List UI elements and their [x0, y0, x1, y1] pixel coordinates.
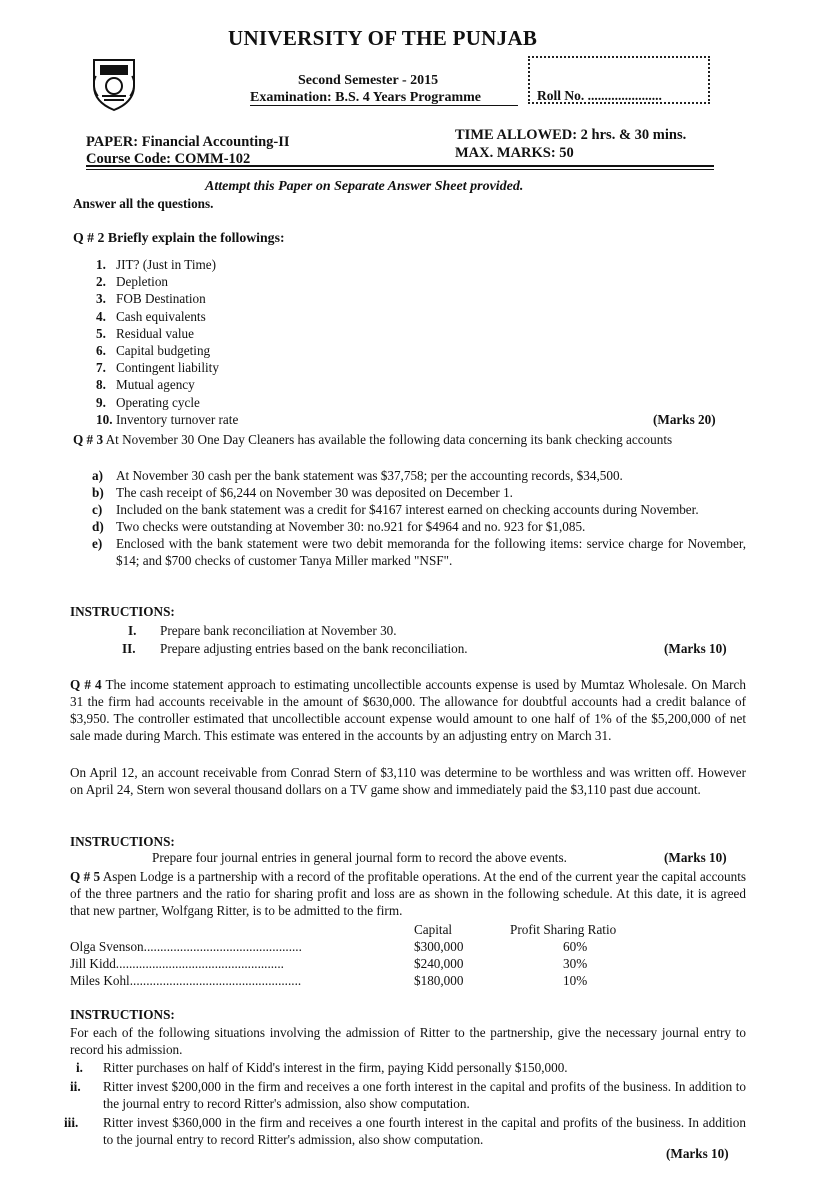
list-item: ii. Ritter invest $200,000 in the firm and receives a one forth interest in the capital and profits of the business. In addition to the journal entry to record Ritter's admission, also show computation. [70, 1079, 746, 1111]
list-item: iii. Ritter invest $360,000 in the firm and receives a one fourth interest in the capital and profits of the business. In addition to the journal entry to record Ritter's admission, also show computation. [64, 1115, 746, 1147]
header-rule-thin [86, 169, 714, 170]
paper-title: PAPER: Financial Accounting-II [86, 134, 290, 150]
list-item: 1. JIT? (Just in Time) [96, 257, 217, 272]
q2-heading: Q # 2 Briefly explain the followings: [73, 230, 285, 245]
q4-paragraph-1: Q # 4 The income statement approach to estimating uncollectible accounts expense is used by Mumtaz Wholesale. On March 31 the firm had accounts receivable in the amount of $630,000. The allowance for doubtful accounts had a credit balance of $3,950. The controller estimated that uncollectible account expense would amount to one half of 1% of the $5,200,000 of net sale made during March. This estimate was entered in the accounts by an adjusting entry on March 31. [70, 677, 746, 743]
q5-col-capital: Capital [414, 922, 453, 937]
q5-partner-table [70, 938, 690, 989]
semester-line: Second Semester - 2015 [298, 73, 439, 88]
table-row: Miles Kohl.................................................... $180,000 10% [70, 973, 588, 988]
list-item: e) Enclosed with the bank statement were two debit memoranda for the following items: service charge for November, $14; and $700 checks of customer Tanya Miller marked "NSF". [92, 536, 746, 568]
list-item: b) The cash receipt of $6,244 on November 30 was deposited on December 1. [92, 485, 513, 500]
q5-marks: (Marks 10) [666, 1146, 729, 1161]
q2-marks: (Marks 20) [653, 412, 716, 427]
list-item: 2. Depletion [96, 274, 169, 290]
q4-paragraph-2: On April 12, an account receivable from Conrad Stern of $3,110 was determine to be worthless and was written off. However on April 24, Stern won several thousand dollars on a TV game show and immediately paid the $3,110 past due account. [70, 765, 746, 797]
list-item: d) Two checks were outstanding at November 30: no.921 for $4964 and no. 923 for $1,085. [92, 519, 586, 534]
q3-marks: (Marks 10) [664, 641, 727, 656]
university-crest-icon [88, 56, 140, 112]
q5-situations [64, 1059, 746, 1148]
exam-underline [250, 105, 518, 106]
q5-col-ratio: Profit Sharing Ratio [510, 922, 617, 937]
answer-all-note: Answer all the questions. [73, 196, 214, 211]
course-code: Course Code: COMM-102 [86, 151, 251, 167]
list-item: 10. Inventory turnover rate [96, 411, 239, 427]
q5-instructions-intro: For each of the following situations involving the admission of Ritter to the partnership, give the necessary journal entry to record his admission. [70, 1025, 746, 1057]
table-row: Jill Kidd................................................... $240,000 30% [70, 956, 588, 971]
list-item: 4. Cash equivalents [96, 308, 206, 324]
list-item: 5. Residual value [96, 325, 195, 341]
q5-intro: Q # 5 Aspen Lodge is a partnership with a record of the profitable operations. At the end of the current year the capital accounts of the three partners and the ratio for sharing profit and loss are as shown in the following schedule. At this date, it is agreed that new partner, Wolfgang Ritter, is to be admitted to the firm. [70, 869, 747, 918]
q3-items [92, 467, 746, 569]
q3-instruction-2: II. Prepare adjusting entries based on the bank reconciliation. [122, 641, 468, 656]
list-item: 9. Operating cycle [96, 394, 200, 410]
q4-instruction: Prepare four journal entries in general journal form to record the above events. [152, 850, 567, 865]
q3-intro: Q # 3 At November 30 One Day Cleaners has available the following data concerning its bank checking accounts [73, 432, 673, 447]
list-item: 3. FOB Destination [96, 291, 206, 307]
list-item: 7. Contingent liability [96, 360, 219, 376]
table-row: Olga Svenson................................................ $300,000 60% [70, 939, 588, 954]
list-item: i. Ritter purchases on half of Kidd's interest in the firm, paying Kidd personally $150,000. [76, 1060, 568, 1075]
university-title: UNIVERSITY OF THE PUNJAB [228, 26, 538, 50]
time-allowed: TIME ALLOWED: 2 hrs. & 30 mins. [455, 127, 687, 143]
list-item: a) At November 30 cash per the bank statement was $37,758; per the accounting records, $34,500. [92, 468, 623, 483]
list-item: 8. Mutual agency [96, 377, 195, 393]
list-item: c) Included on the bank statement was a credit for $4167 interest earned on checking accounts during November. [92, 502, 699, 517]
q5-instructions-heading: INSTRUCTIONS: [70, 1007, 175, 1022]
q4-label: Q # 4 [70, 677, 102, 692]
examination-line: Examination: B.S. 4 Years Programme [250, 90, 481, 105]
attempt-note: Attempt this Paper on Separate Answer Sheet provided. [205, 179, 524, 194]
header-rule-thick [86, 165, 714, 167]
q3-instructions-heading: INSTRUCTIONS: [70, 604, 175, 619]
q4-marks: (Marks 10) [664, 850, 727, 865]
q3-label: Q # 3 [73, 432, 104, 447]
q2-list [96, 256, 238, 428]
q5-label: Q # 5 [70, 869, 101, 884]
list-item: 6. Capital budgeting [96, 342, 211, 358]
max-marks: MAX. MARKS: 50 [455, 145, 574, 161]
roll-number-label: Roll No. ...................... [537, 88, 662, 103]
q4-instructions-heading: INSTRUCTIONS: [70, 834, 175, 849]
q3-instruction-1: I. Prepare bank reconciliation at November 30. [128, 623, 397, 638]
